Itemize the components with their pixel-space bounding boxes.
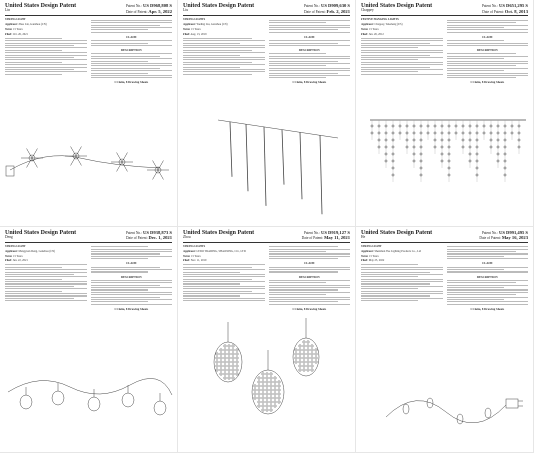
term-value: 15 Years (369, 254, 379, 258)
patent-number-label: Patent No.: (481, 230, 499, 235)
description-heading: DESCRIPTION (120, 274, 142, 279)
term-value: 15 Years (13, 28, 23, 31)
applicant-label: Applicant: (183, 23, 196, 27)
patent-date-label: Date of Patent: (482, 9, 504, 14)
patent-date: Dec. 1, 2021 (148, 235, 172, 241)
drawing-sheets-note: 1 Claim, 8 Drawing Sheets (114, 80, 149, 85)
patent-header (183, 230, 350, 243)
term-row (5, 255, 87, 259)
filed-label: Filed: (5, 259, 12, 263)
filed-row (361, 259, 443, 263)
term-label: Term: (361, 28, 369, 31)
filed-label: Filed: (5, 32, 12, 36)
patent-number: US D651,295 S (499, 3, 528, 8)
applicant-label: Applicant: (5, 23, 18, 27)
patent-header (361, 230, 528, 243)
patent-date-label: Date of Patent: (126, 236, 148, 241)
applicant-row (183, 250, 265, 254)
patent-heading (361, 230, 432, 240)
patent-right-column (269, 245, 351, 313)
design-name: FESTIVE HANGING LIGHTS (361, 18, 399, 22)
design-name: STRING LIGHT (361, 244, 382, 248)
patent-title: United States Design Patent (183, 229, 255, 236)
patent-date-label: Date of Patent: (125, 9, 148, 14)
patent-date: May 11, 2021 (324, 235, 350, 241)
term-row (183, 28, 265, 32)
patent-number-label: Patent No.: (481, 4, 499, 8)
applicant-row (361, 23, 443, 27)
applicant-row (5, 250, 87, 254)
patent-number-label: Patent No.: (125, 4, 143, 8)
patent-body (183, 245, 350, 313)
patent-left-column (5, 245, 87, 313)
patent-title: United States Design Patent (5, 229, 77, 236)
patent-right-column (447, 245, 529, 313)
patent-right-column (447, 18, 529, 86)
patent-number-label: Patent No.: (125, 230, 143, 235)
patent-date-label: Date of Patent: (301, 236, 324, 241)
description-heading: DESCRIPTION (476, 48, 498, 53)
filed-value: Jun. 26, 2012 (368, 32, 384, 36)
patent-title: United States Design Patent (5, 3, 77, 9)
patent-heading (361, 3, 432, 13)
inventor-name: Lin (5, 8, 10, 13)
patent-number-label: Patent No.: (303, 4, 321, 8)
filed-row (5, 259, 87, 263)
term-label: Term: (183, 28, 191, 31)
patent-heading (183, 3, 254, 13)
filed-label: Filed: (361, 259, 368, 263)
claim-heading: CLAIM (482, 261, 493, 266)
inventor-name: Liu (183, 8, 188, 13)
patent-heading (183, 230, 254, 240)
patent-number-label: Patent No.: (303, 230, 321, 235)
applicant-row (361, 250, 443, 254)
claim-heading: CLAIM (482, 34, 493, 39)
patent-heading (5, 3, 76, 13)
patent-number: US D909,630 S (321, 3, 350, 8)
patent-panel (178, 227, 356, 453)
patent-right-column (269, 18, 351, 86)
applicant-value: LEDO TRADING, SHAOXING, CO., LTD (196, 249, 246, 253)
patent-panel (178, 0, 356, 227)
drawing-sheets-note: 1 Claim, 8 Drawing Sheets (292, 80, 327, 85)
claim-heading: CLAIM (304, 34, 315, 39)
design-name: STRING LIGHT (5, 244, 26, 248)
applicant-label: Applicant: (183, 249, 196, 253)
term-value: 15 Years (191, 28, 201, 31)
patent-body (5, 245, 172, 313)
patent-panel (0, 227, 178, 453)
patent-header (183, 3, 350, 16)
patent-header (361, 3, 528, 16)
patent-meta (304, 3, 350, 14)
inventor-name: Zhou (183, 234, 191, 239)
patent-panel (356, 0, 534, 227)
filed-value: May 25, 2022 (368, 259, 385, 263)
inventor-name: Deng (5, 234, 13, 239)
patent-body (5, 18, 172, 86)
term-row (5, 28, 87, 32)
patent-meta (126, 3, 172, 14)
patent-meta (126, 230, 172, 241)
patent-number: US D968,808 S (143, 3, 172, 8)
description-heading: DESCRIPTION (476, 274, 498, 279)
filed-label: Filed: (183, 259, 190, 263)
patent-left-column (5, 18, 87, 86)
patent-date-row (482, 9, 528, 15)
applicant-row (5, 23, 87, 27)
patent-date-row (126, 9, 172, 15)
claim-heading: CLAIM (126, 261, 137, 266)
patent-header (5, 230, 172, 243)
term-label: Term: (183, 254, 191, 258)
claim-heading: CLAIM (126, 34, 137, 39)
patent-left-column (183, 18, 265, 86)
patent-date: Apr. 5, 2022 (148, 8, 172, 14)
patent-date-row (479, 235, 528, 241)
patent-title: United States Design Patent (361, 3, 433, 9)
drawing-sheets-note: 1 Claim, 8 Drawing Sheets (292, 306, 327, 311)
patent-meta (479, 230, 528, 241)
filed-value: Oct. 26, 2021 (12, 32, 28, 36)
term-label: Term: (5, 28, 13, 31)
patent-right-column (91, 245, 173, 313)
patent-date-row (304, 9, 350, 15)
term-value: 15 Years (369, 28, 379, 31)
patent-left-column (183, 245, 265, 313)
applicant-value: Mengyuan Deng, Ganzhou (CN) (18, 249, 56, 253)
patent-body (183, 18, 350, 86)
description-heading: DESCRIPTION (298, 48, 320, 53)
patent-right-column (91, 18, 173, 86)
patent-date-label: Date of Patent: (304, 9, 326, 14)
patent-number: US D938,873 S (143, 229, 172, 235)
term-row (183, 255, 265, 259)
patent-date-row (302, 235, 350, 241)
term-row (361, 255, 443, 259)
description-heading: DESCRIPTION (120, 48, 142, 53)
filed-row (183, 259, 265, 263)
patent-number: US D991,495 S (499, 229, 528, 235)
term-row (361, 28, 443, 32)
patent-date: May 16, 2023 (501, 235, 528, 241)
term-value: 15 Years (191, 254, 201, 258)
filed-value: Aug. 13, 2019 (190, 32, 207, 36)
design-name: STRING LIGHTS (183, 18, 206, 22)
filed-value: Jun. 22, 2021 (12, 259, 28, 263)
applicant-row (183, 23, 265, 27)
design-name: STRING LIGHTS (183, 244, 206, 248)
applicant-label: Applicant: (5, 249, 18, 253)
patent-header (5, 3, 172, 16)
filed-label: Filed: (361, 32, 368, 36)
inventor-name: He (361, 234, 366, 239)
drawing-sheets-note: 1 Claim, 8 Drawing Sheets (470, 306, 505, 311)
filed-row (5, 33, 87, 37)
patent-date: Feb. 2, 2021 (326, 8, 350, 14)
applicant-value: Zhao Lin, Ganzhou (CN) (18, 23, 47, 27)
filed-label: Filed: (183, 32, 190, 36)
patent-title: United States Design Patent (361, 229, 433, 236)
patent-left-column (361, 18, 443, 86)
patent-date-row (126, 235, 172, 241)
filed-row (361, 33, 443, 37)
patent-title: United States Design Patent (183, 3, 255, 9)
applicant-value: Yueling Liu, Ganzhou (CN) (196, 23, 228, 27)
description-heading: DESCRIPTION (298, 274, 320, 279)
term-label: Term: (5, 254, 13, 258)
patent-number: US D919,127 S (321, 229, 350, 235)
patent-meta (302, 230, 350, 241)
applicant-value: Shenzhen Yue Lighting Products Co., Ltd (374, 249, 422, 253)
patent-panel (356, 227, 534, 453)
patent-date-label: Date of Patent: (479, 236, 501, 241)
term-value: 15 Years (13, 254, 23, 258)
patent-meta (482, 3, 528, 14)
claim-heading: CLAIM (304, 261, 315, 266)
patent-body (361, 18, 528, 86)
applicant-label: Applicant: (361, 23, 374, 27)
patent-left-column (361, 245, 443, 313)
patent-panel (0, 0, 178, 227)
patent-date: Oct. 8, 2013 (504, 8, 528, 14)
term-label: Term: (361, 254, 369, 258)
applicant-label: Applicant: (361, 249, 374, 253)
applicant-value: Chappey, Tekebeng (US) (374, 23, 403, 27)
patent-body (361, 245, 528, 313)
filed-value: Nov. 11, 2019 (190, 259, 207, 263)
filed-row (183, 33, 265, 37)
design-name: STRING LIGHT (5, 18, 26, 22)
patent-heading (5, 230, 76, 240)
drawing-sheets-note: 1 Claim, 8 Drawing Sheets (114, 306, 149, 311)
inventor-name: Chappey (361, 8, 374, 13)
drawing-sheets-note: 1 Claim, 8 Drawing Sheets (470, 80, 505, 85)
